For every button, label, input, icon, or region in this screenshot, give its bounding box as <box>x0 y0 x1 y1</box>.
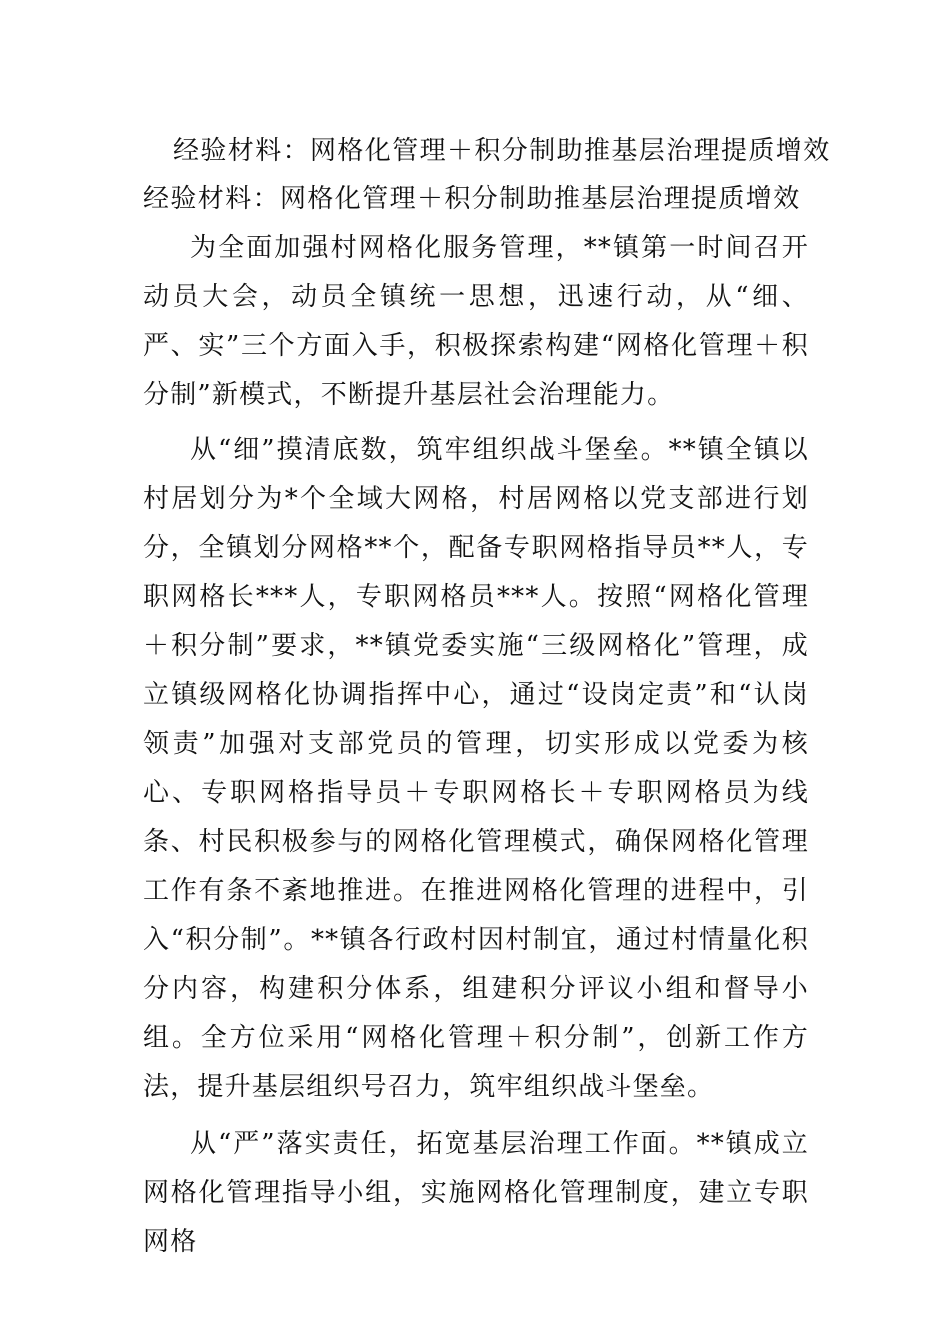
document-title-repeat: 经验材料：网格化管理＋积分制助推基层治理提质增效 <box>143 184 801 214</box>
paragraph-strict-section: 从“严”落实责任，拓宽基层治理工作面。**镇成立网格化管理指导小组，实施网格化管理制度，建立专职网格 <box>143 1129 809 1257</box>
document-title: 经验材料：网格化管理＋积分制助推基层治理提质增效 <box>173 136 831 166</box>
paragraph-detail-section: 从“细”摸清底数，筑牢组织战斗堡垒。**镇全镇以村居划分为*个全域大网格，村居网格以党支部进行划分，全镇划分网格**个，配备专职网格指导员**人，专职网格长***人，专职网格员***人。按照“网格化管理＋积分制”要求，**镇党委实施“三级网格化”管理，成立镇级网格化协调指挥中心，通过“设岗定责”和“认岗领责”加强对支部党员的管理，切实形成以党委为核心、专职网格指导员＋专职网格长＋专职网格员为线条、村民积极参与的网格化管理模式，确保网格化管理工作有条不紊地推进。在推进网格化管理的进程中，引入“积分制”。**镇各行政村因村制宜，通过村情量化积分内容，构建积分体系，组建积分评议小组和督导小组。全方位采用“网格化管理＋积分制”，创新工作方法，提升基层组织号召力，筑牢组织战斗堡垒。 <box>143 435 809 1102</box>
paragraph-intro: 为全面加强村网格化服务管理，**镇第一时间召开动员大会，动员全镇统一思想，迅速行动，从“细、严、实”三个方面入手，积极探索构建“网格化管理＋积分制”新模式，不断提升基层社会治理能力。 <box>143 233 809 410</box>
